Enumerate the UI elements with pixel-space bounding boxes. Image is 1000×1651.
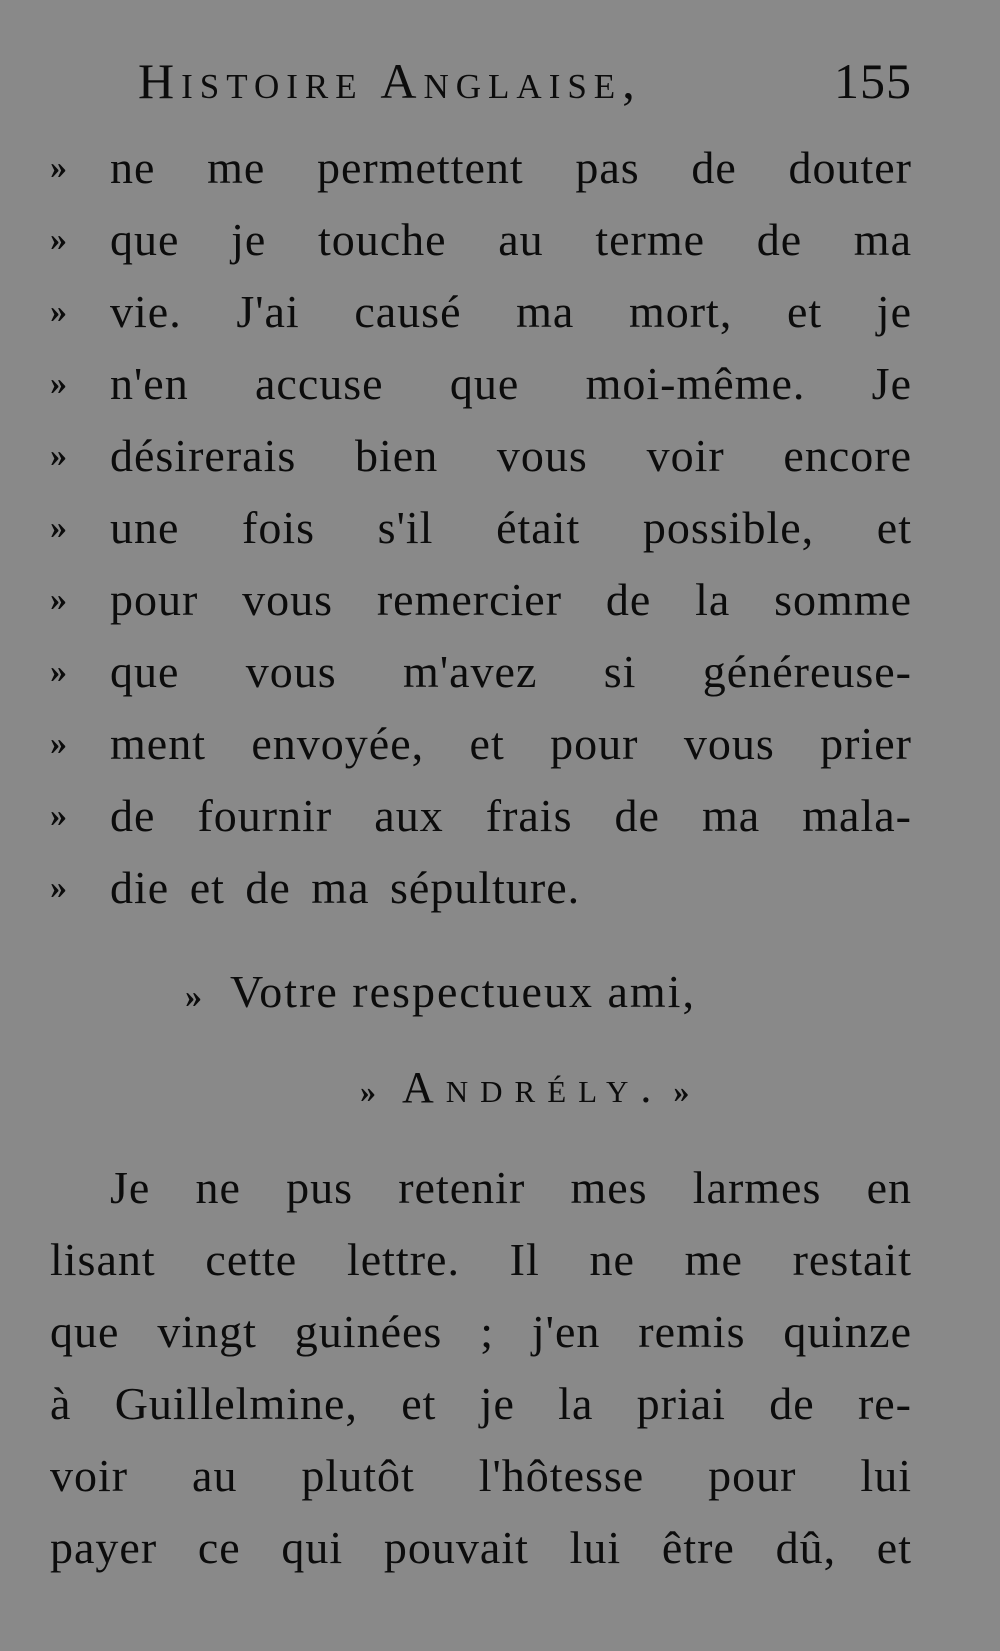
running-title: Histoire Anglaise, <box>138 53 642 109</box>
guillemet-mark: » <box>50 149 67 186</box>
body-text-line: à Guillelmine, et je la priai de re- <box>50 1378 912 1429</box>
guillemet-mark: » <box>185 978 204 1015</box>
quote-line-text: die et de ma sépulture. <box>110 862 581 913</box>
page-number: 155 <box>834 53 912 109</box>
quote-line <box>50 858 912 918</box>
guillemet-mark: » <box>50 725 67 762</box>
quote-line <box>50 354 912 414</box>
quote-line <box>50 210 912 270</box>
quote-line <box>50 786 912 846</box>
body-text-line: lisant cette lettre. Il ne me restait <box>50 1234 912 1285</box>
quote-line <box>50 714 912 774</box>
quote-line-text: ne me permettent pas de douter <box>110 142 912 193</box>
guillemet-mark: » <box>50 365 67 402</box>
guillemet-mark: » <box>50 221 67 258</box>
letter-signature <box>360 1058 689 1118</box>
quote-line-text: vie. J'ai causé ma mort, et je <box>110 286 912 337</box>
body-text-line: que vingt guinées ; j'en remis quinze <box>50 1306 912 1357</box>
body-text-line: Je ne pus retenir mes larmes en <box>110 1162 912 1213</box>
signature-name: Andrély. <box>402 1063 664 1112</box>
body-text-line: payer ce qui pouvait lui être dû, et <box>50 1522 912 1573</box>
guillemet-mark: » <box>50 437 67 474</box>
guillemet-mark: » <box>50 797 67 834</box>
guillemet-mark: » <box>50 293 67 330</box>
letter-closing <box>185 962 696 1022</box>
quote-line-text: que je touche au terme de ma <box>110 214 912 265</box>
quote-line <box>50 498 912 558</box>
quote-line <box>50 642 912 702</box>
quote-line-text: n'en accuse que moi-même. Je <box>110 358 912 409</box>
quote-line <box>50 138 912 198</box>
quote-line <box>50 570 912 630</box>
guillemet-mark: » <box>50 509 67 546</box>
quote-line-text: une fois s'il était possible, et <box>110 502 912 553</box>
guillemet-mark: » <box>50 653 67 690</box>
guillemet-mark: » <box>50 581 67 618</box>
quote-line-text: que vous m'avez si généreuse- <box>110 646 912 697</box>
guillemet-close: » <box>673 1073 690 1109</box>
quote-line-text: pour vous remercier de la somme <box>110 574 912 625</box>
page-header <box>138 52 912 112</box>
closing-text: Votre respectueux ami, <box>230 966 696 1017</box>
quote-line <box>50 426 912 486</box>
quote-line-text: ment envoyée, et pour vous prier <box>110 718 912 769</box>
body-text-line: voir au plutôt l'hôtesse pour lui <box>50 1450 912 1501</box>
quote-line-text: désirerais bien vous voir encore <box>110 430 912 481</box>
quote-line <box>50 282 912 342</box>
quote-line-text: de fournir aux frais de ma mala- <box>110 790 912 841</box>
guillemet-mark: » <box>50 869 67 906</box>
guillemet-open: » <box>360 1073 376 1109</box>
